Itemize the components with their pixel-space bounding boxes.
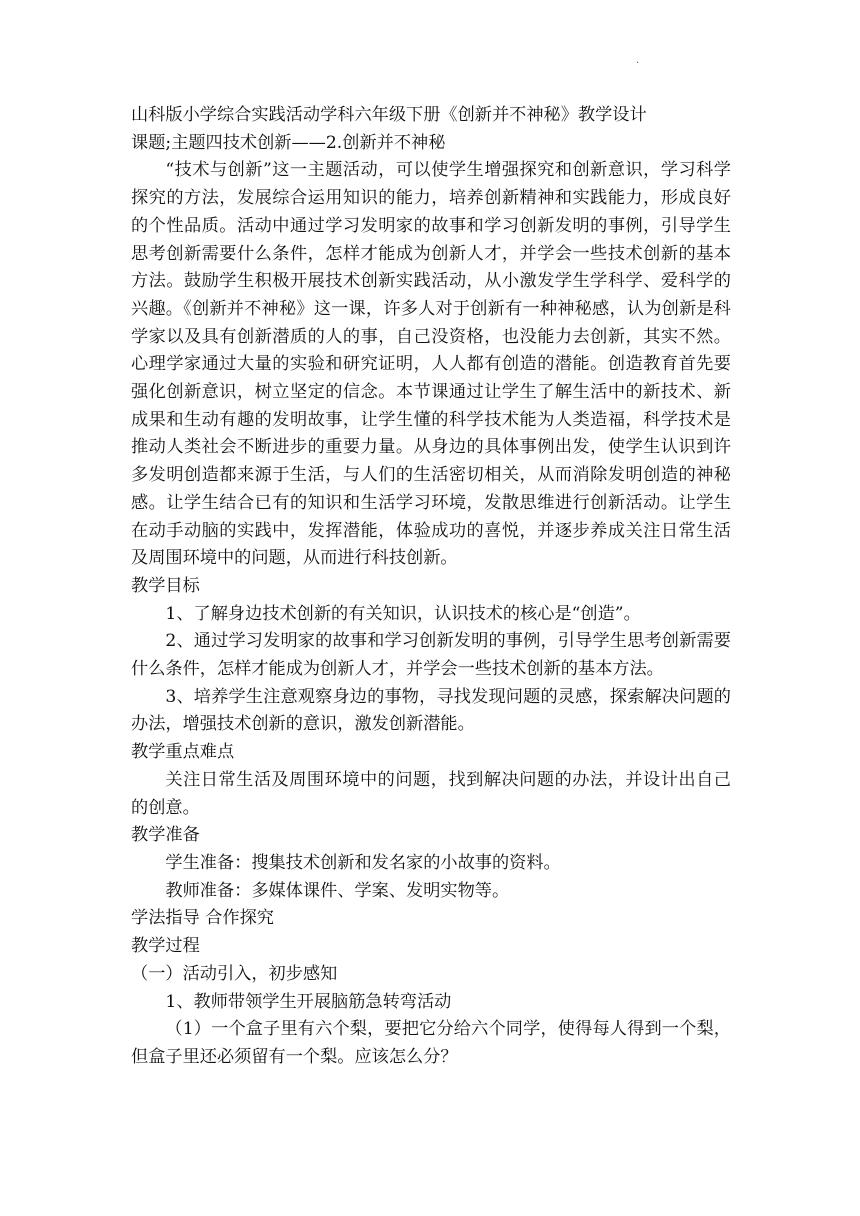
section-heading-goals: 教学目标	[131, 575, 200, 596]
process-step-1: 1、教师带领学生开展脑筋急转弯活动	[165, 991, 452, 1012]
key-points-paragraph: 关注日常生活及周围环境中的问题，找到解决问题的办法，并设计出自己的创意。	[131, 769, 731, 818]
section-heading-process: 教学过程	[131, 936, 200, 957]
goal-item-3: 3、培养学生注意观察身边的事物，寻找发现问题的灵感，探索解决问题的办法，增强技术创新的意识，激发创新潜能。	[131, 686, 731, 735]
section-heading-key-points: 教学重点难点	[131, 742, 235, 763]
intro-paragraph: “技术与创新”这一主题活动，可以使学生增强探究和创新意识，学习科学探究的方法，发展综合运用知识的能力，培养创新精神和实践能力，形成良好的个性品质。活动中通过学习发明家的故事和学习创新发明的事例，引导学生思考创新需要什么条件，怎样才能成为创新人才，并学会一些技术创新的基本方法。鼓励学生积极开展技术创新实践活动，从小激发学生学科学、爱科学的兴趣。《创新并不神秘》这一课，许多人对于创新有一种神秘感，认为创新是科学家以及具有创新潜质的人的事，自己没资格，也没能力去创新，其实不然。心理学家通过大量的实验和研究证明，人人都有创造的潜能。创造教育首先要强化创新意识，树立坚定的信念。本节课通过让学生了解生活中的新技术、新成果和生动有趣的发明故事，让学生懂的科学技术能为人类造福，科学技术是推动人类社会不断进步的重要力量。从身边的具体事例出发，使学生认识到许多发明创造都来源于生活，与人们的生活密切相关，从而消除发明创造的神秘感。让学生结合已有的知识和生活学习环境，发散思维进行创新活动。让学生在动手动脑的实践中，发挥潜能，体验成功的喜悦，并逐步养成关注日常生活及周围环境中的问题，从而进行科技创新。	[131, 160, 731, 569]
page-mark: ·	[636, 58, 640, 69]
riddle-question-1: （1）一个盒子里有六个梨，要把它分给六个同学，使得每人得到一个梨，但盒子里还必须留有一个梨。应该怎么分？	[131, 1019, 731, 1067]
lesson-topic-line: 课题;主题四技术创新——2.创新并不神秘	[131, 132, 446, 153]
doc-title-line: 山科版小学综合实践活动学科六年级下册《创新并不神秘》教学设计	[131, 105, 647, 125]
section-heading-preparation: 教学准备	[131, 825, 200, 846]
student-preparation: 学生准备：搜集技术创新和发名家的小故事的资料。	[165, 852, 561, 873]
goal-item-1: 1、了解身边技术创新的有关知识，认识技术的核心是“创造”。	[165, 603, 641, 624]
document-body	[131, 102, 731, 1072]
teacher-preparation: 教师准备：多媒体课件、学案、发明实物等。	[165, 880, 510, 901]
subsection-heading-1: （一）活动引入，初步感知	[131, 963, 338, 984]
goal-item-2: 2、通过学习发明家的故事和学习创新发明的事例，引导学生思考创新需要什么条件，怎样才能成为创新人才，并学会一些技术创新的基本方法。	[131, 631, 731, 680]
section-heading-method: 学法指导 合作探究	[131, 908, 274, 929]
